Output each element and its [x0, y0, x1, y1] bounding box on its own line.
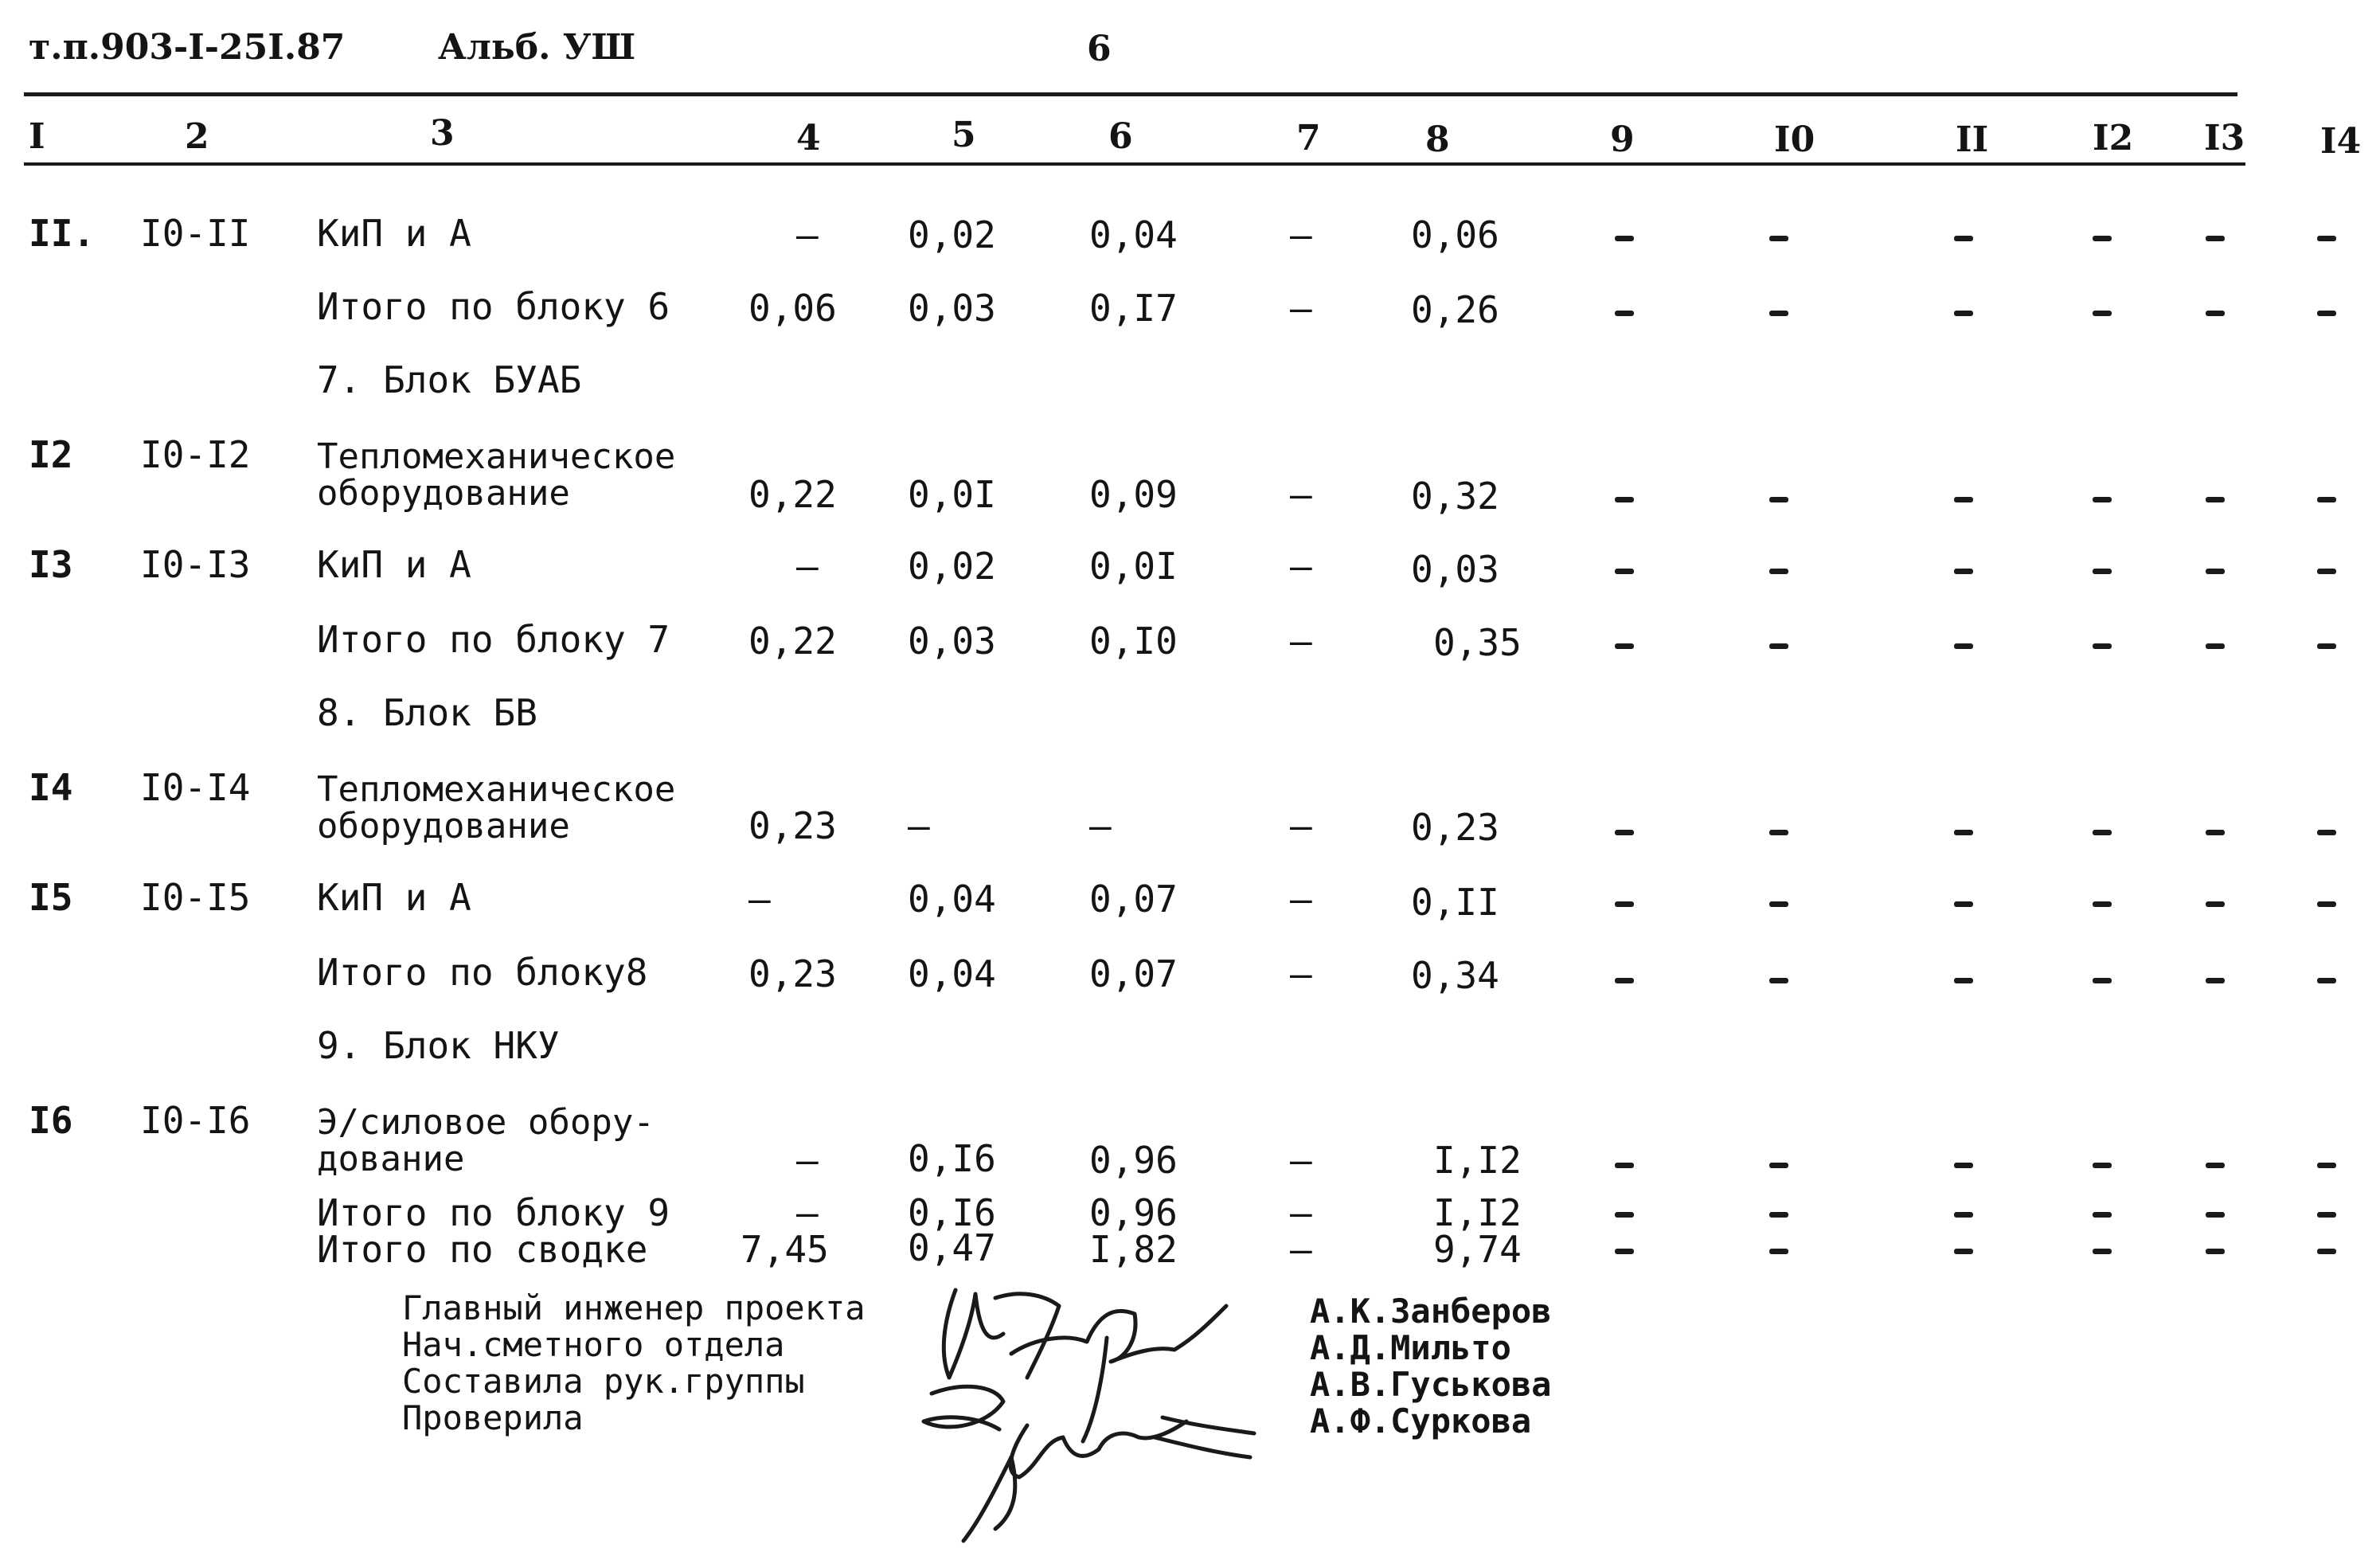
cell-col4: – — [796, 545, 819, 588]
empty-cell-dash — [2317, 901, 2336, 907]
cell-col7: – — [1290, 1228, 1312, 1271]
empty-cell-dash — [1954, 311, 1973, 316]
empty-cell-dash — [2317, 643, 2336, 649]
cell-col4: 0,23 — [748, 804, 837, 847]
col-header-13: I3 — [2204, 118, 2245, 158]
empty-cell-dash — [1769, 643, 1788, 649]
section-heading: 7. Блок БУАБ — [317, 358, 582, 401]
cell-col6: 0,I7 — [1089, 287, 1178, 330]
col-header-8: 8 — [1425, 119, 1450, 160]
cell-col8: 9,74 — [1433, 1228, 1522, 1271]
cell-col6: 0,96 — [1089, 1191, 1178, 1234]
cell-col6: 0,I0 — [1089, 620, 1178, 663]
cell-col7: – — [1290, 545, 1312, 588]
cell-col6: 0,07 — [1089, 952, 1178, 995]
cell-col4: 0,22 — [748, 620, 837, 663]
empty-cell-dash — [1615, 236, 1634, 241]
cell-col5: 0,04 — [908, 952, 996, 995]
cell-col5: 0,47 — [908, 1226, 996, 1269]
empty-cell-dash — [2093, 497, 2112, 502]
row-number: II. — [29, 212, 96, 255]
cell-col7: – — [1290, 287, 1312, 330]
row-code: I0-I6 — [140, 1099, 251, 1142]
cell-col5: 0,02 — [908, 545, 996, 588]
signature-role: Нач.сметного отдела — [402, 1325, 785, 1364]
cell-col7: – — [1290, 1139, 1312, 1182]
signature-role: Главный инженер проекта — [402, 1288, 866, 1327]
row-name: КиП и А — [317, 543, 471, 586]
empty-cell-dash — [2317, 1249, 2336, 1254]
empty-cell-dash — [1954, 497, 1973, 502]
empty-cell-dash — [2093, 1249, 2112, 1254]
empty-cell-dash — [1954, 236, 1973, 241]
cell-col5: 0,03 — [908, 287, 996, 330]
row-name: Итого по сводке — [317, 1228, 648, 1271]
empty-cell-dash — [1954, 978, 1973, 983]
row-name: КиП и А — [317, 876, 471, 919]
empty-cell-dash — [2317, 311, 2336, 316]
cell-col4: – — [796, 213, 819, 256]
cell-col7: – — [1290, 620, 1312, 663]
col-header-3: 3 — [430, 113, 455, 154]
empty-cell-dash — [2206, 643, 2225, 649]
cell-col6: 0,09 — [1089, 473, 1178, 516]
cell-col5: – — [908, 804, 930, 847]
empty-cell-dash — [1769, 978, 1788, 983]
row-name: Итого по блоку 9 — [317, 1191, 670, 1234]
cell-col7: – — [1290, 1191, 1312, 1234]
row-number: I4 — [29, 766, 73, 809]
cell-col8: 0,34 — [1411, 954, 1499, 997]
empty-cell-dash — [2317, 569, 2336, 574]
cell-col4: 0,23 — [748, 952, 837, 995]
cell-col8: 0,26 — [1411, 288, 1499, 331]
empty-cell-dash — [1769, 901, 1788, 907]
cell-col4: 0,22 — [748, 473, 837, 516]
empty-cell-dash — [2206, 311, 2225, 316]
col-header-14: I4 — [2320, 121, 2362, 162]
empty-cell-dash — [1615, 901, 1634, 907]
signatory-name: А.Д.Мильто — [1310, 1328, 1511, 1367]
cell-col6: 0,96 — [1089, 1139, 1178, 1182]
cell-col7: – — [1290, 878, 1312, 921]
cell-col8: I,I2 — [1433, 1139, 1522, 1182]
empty-cell-dash — [2093, 236, 2112, 241]
cell-col4: – — [796, 1191, 819, 1234]
empty-cell-dash — [2317, 1212, 2336, 1218]
row-code: I0-I5 — [140, 876, 251, 919]
col-header-11: II — [1956, 119, 1989, 160]
row-number: I5 — [29, 876, 73, 919]
cell-col4: 7,45 — [741, 1228, 829, 1271]
empty-cell-dash — [1769, 830, 1788, 835]
row-code: I0-II — [140, 212, 251, 255]
col-header-12: I2 — [2093, 118, 2134, 158]
header-rule — [24, 162, 2245, 166]
empty-cell-dash — [1954, 1212, 1973, 1218]
empty-cell-dash — [1954, 643, 1973, 649]
empty-cell-dash — [1769, 311, 1788, 316]
signature-role: Составила рук.группы — [402, 1362, 805, 1401]
cell-col4: 0,06 — [748, 287, 837, 330]
empty-cell-dash — [2093, 1163, 2112, 1168]
signatory-name: А.В.Гуськова — [1310, 1365, 1552, 1404]
cell-col8: 0,23 — [1411, 806, 1499, 849]
col-header-1: I — [29, 116, 45, 157]
cell-col7: – — [1290, 473, 1312, 516]
row-name-cont: дование — [317, 1139, 465, 1179]
empty-cell-dash — [1615, 497, 1634, 502]
row-name: Тепломеханическое — [317, 436, 676, 477]
cell-col8: 0,32 — [1411, 475, 1499, 518]
top-rule — [24, 92, 2237, 96]
cell-col4: – — [796, 1139, 819, 1182]
empty-cell-dash — [1954, 1249, 1973, 1254]
cell-col6: I,82 — [1089, 1228, 1178, 1271]
empty-cell-dash — [2206, 901, 2225, 907]
cell-col6: 0,04 — [1089, 213, 1178, 256]
empty-cell-dash — [1769, 1212, 1788, 1218]
cell-col7: – — [1290, 952, 1312, 995]
document-code: т.п.903-I-25I.87 — [29, 27, 346, 68]
signatory-name: А.К.Занберов — [1310, 1292, 1552, 1331]
row-code: I0-I2 — [140, 433, 251, 476]
empty-cell-dash — [1615, 830, 1634, 835]
col-header-9: 9 — [1610, 119, 1635, 160]
empty-cell-dash — [1954, 830, 1973, 835]
empty-cell-dash — [1769, 1163, 1788, 1168]
cell-col6: 0,07 — [1089, 878, 1178, 921]
empty-cell-dash — [2093, 901, 2112, 907]
empty-cell-dash — [1954, 901, 1973, 907]
empty-cell-dash — [1954, 569, 1973, 574]
empty-cell-dash — [2317, 497, 2336, 502]
empty-cell-dash — [2206, 1249, 2225, 1254]
empty-cell-dash — [2206, 236, 2225, 241]
row-name: Тепломеханическое — [317, 769, 676, 810]
empty-cell-dash — [1769, 236, 1788, 241]
section-heading: 8. Блок БВ — [317, 691, 537, 734]
row-name: Итого по блоку 7 — [317, 618, 670, 661]
empty-cell-dash — [1954, 1163, 1973, 1168]
empty-cell-dash — [2206, 497, 2225, 502]
cell-col8: 0,03 — [1411, 548, 1499, 591]
handwritten-signatures — [900, 1266, 1282, 1545]
col-header-4: 4 — [796, 118, 821, 158]
row-name: Итого по блоку 6 — [317, 285, 670, 328]
cell-col8: 0,35 — [1433, 621, 1522, 664]
cell-col7: – — [1290, 804, 1312, 847]
empty-cell-dash — [2317, 236, 2336, 241]
row-number: I6 — [29, 1099, 73, 1142]
empty-cell-dash — [2093, 1212, 2112, 1218]
empty-cell-dash — [1615, 1249, 1634, 1254]
row-name: Итого по блоку8 — [317, 951, 648, 994]
empty-cell-dash — [2206, 830, 2225, 835]
empty-cell-dash — [1615, 978, 1634, 983]
col-header-10: I0 — [1774, 119, 1815, 160]
signature-role: Проверила — [402, 1398, 584, 1437]
signatory-name: А.Ф.Суркова — [1310, 1401, 1532, 1441]
empty-cell-dash — [1615, 1212, 1634, 1218]
empty-cell-dash — [1615, 311, 1634, 316]
cell-col8: 0,II — [1411, 881, 1499, 924]
cell-col5: 0,I6 — [908, 1137, 996, 1180]
empty-cell-dash — [2206, 569, 2225, 574]
cell-col5: 0,04 — [908, 878, 996, 921]
cell-col6: – — [1089, 804, 1112, 847]
album-label: Альб. УШ — [438, 27, 636, 68]
col-header-6: 6 — [1108, 116, 1133, 157]
col-header-2: 2 — [185, 116, 209, 157]
row-code: I0-I3 — [140, 543, 251, 586]
empty-cell-dash — [2317, 1163, 2336, 1168]
empty-cell-dash — [2093, 643, 2112, 649]
cell-col7: – — [1290, 213, 1312, 256]
cell-col4: – — [748, 878, 771, 921]
section-heading: 9. Блок НКУ — [317, 1024, 560, 1067]
row-name: Э/силовое обору- — [317, 1102, 655, 1143]
row-code: I0-I4 — [140, 766, 251, 809]
empty-cell-dash — [2206, 1163, 2225, 1168]
page-number: 6 — [1087, 29, 1112, 69]
cell-col8: I,I2 — [1433, 1191, 1522, 1234]
empty-cell-dash — [1615, 1163, 1634, 1168]
empty-cell-dash — [1769, 497, 1788, 502]
cell-col6: 0,0I — [1089, 545, 1178, 588]
row-number: I2 — [29, 433, 73, 476]
row-name-cont: оборудование — [317, 473, 570, 514]
empty-cell-dash — [1615, 643, 1634, 649]
empty-cell-dash — [2093, 311, 2112, 316]
empty-cell-dash — [2206, 978, 2225, 983]
cell-col5: 0,0I — [908, 473, 996, 516]
empty-cell-dash — [2317, 978, 2336, 983]
cell-col5: 0,I6 — [908, 1191, 996, 1234]
empty-cell-dash — [2206, 1212, 2225, 1218]
empty-cell-dash — [1769, 1249, 1788, 1254]
empty-cell-dash — [1769, 569, 1788, 574]
cell-col5: 0,03 — [908, 620, 996, 663]
col-header-5: 5 — [952, 115, 976, 155]
empty-cell-dash — [1615, 569, 1634, 574]
empty-cell-dash — [2093, 569, 2112, 574]
cell-col8: 0,06 — [1411, 213, 1499, 256]
row-name: КиП и А — [317, 212, 471, 255]
row-number: I3 — [29, 543, 73, 586]
cell-col5: 0,02 — [908, 213, 996, 256]
empty-cell-dash — [2093, 978, 2112, 983]
row-name-cont: оборудование — [317, 806, 570, 846]
empty-cell-dash — [2093, 830, 2112, 835]
empty-cell-dash — [2317, 830, 2336, 835]
col-header-7: 7 — [1296, 118, 1321, 158]
